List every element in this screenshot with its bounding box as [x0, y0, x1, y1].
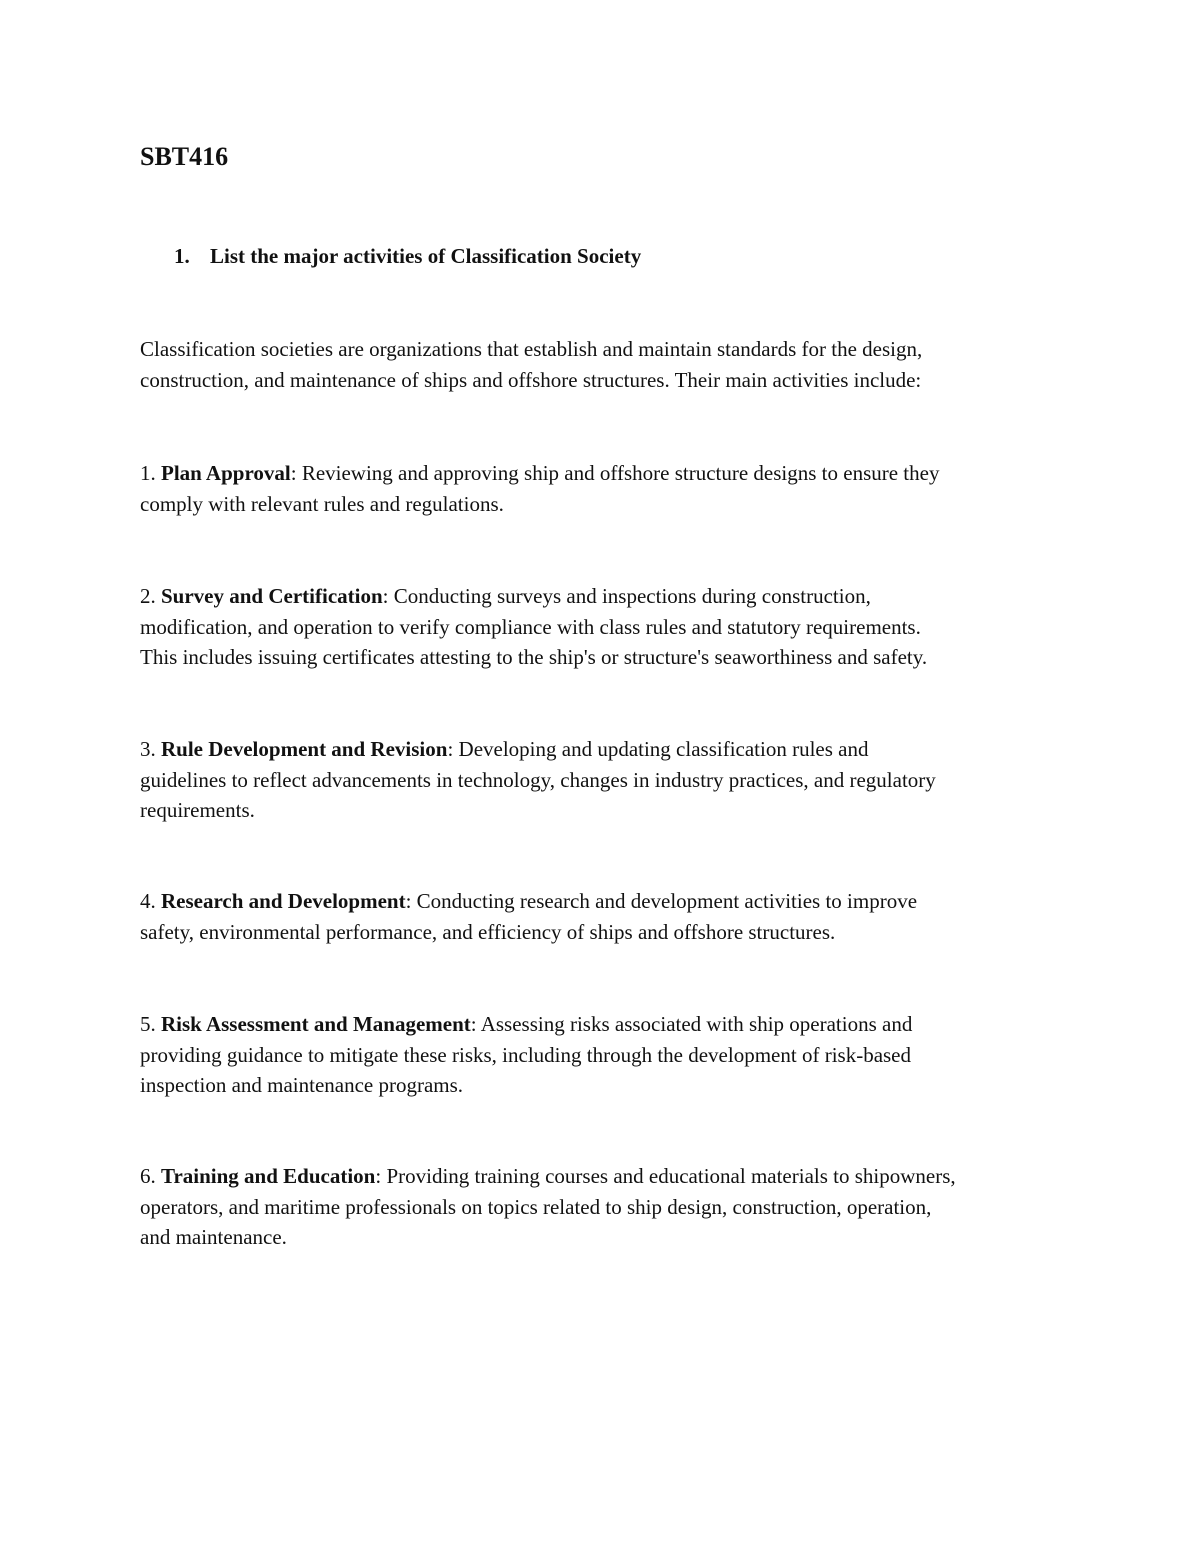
- activity-number: 2.: [140, 584, 156, 608]
- activity-description-line: providing guidance to mitigate these risks, including through the development of risk-based: [140, 1042, 912, 1067]
- activity-first-line: [140, 458, 1100, 489]
- intro-line: construction, and maintenance of ships and offshore structures. Their main activities include:: [140, 367, 922, 392]
- activity-description: : Providing training courses and educational materials to shipowners,: [375, 1164, 956, 1188]
- activity-description-line: comply with relevant rules and regulations.: [140, 491, 504, 516]
- question-heading: [174, 241, 641, 271]
- activity-first-line: [140, 886, 1100, 917]
- activity-number: 5.: [140, 1012, 156, 1036]
- intro-line: Classification societies are organizations that establish and maintain standards for the design,: [140, 337, 923, 361]
- activity-item-risk-assessment: [140, 1009, 1100, 1101]
- activity-title: Research and Development: [161, 889, 406, 913]
- activity-item-rule-development: [140, 734, 1100, 826]
- activity-first-line: [140, 734, 1100, 765]
- intro-paragraph: [140, 334, 1100, 395]
- activity-description: : Reviewing and approving ship and offshore structure designs to ensure they: [290, 461, 940, 485]
- activity-first-line: [140, 1161, 1100, 1192]
- activity-description: : Conducting surveys and inspections during construction,: [382, 584, 871, 608]
- activity-title: Risk Assessment and Management: [161, 1012, 471, 1036]
- activity-title: Rule Development and Revision: [161, 737, 448, 761]
- activity-description: : Assessing risks associated with ship operations and: [470, 1012, 913, 1036]
- activity-description-line: guidelines to reflect advancements in technology, changes in industry practices, and regulatory: [140, 767, 936, 792]
- activity-description-line: modification, and operation to verify compliance with class rules and statutory requirements.: [140, 614, 921, 639]
- activity-number: 6.: [140, 1164, 156, 1188]
- activity-item-research-development: [140, 886, 1100, 947]
- activity-description-line: operators, and maritime professionals on topics related to ship design, construction, operation,: [140, 1194, 932, 1219]
- activity-item-survey-certification: [140, 581, 1100, 673]
- activity-description: : Conducting research and development activities to improve: [405, 889, 918, 913]
- activity-item-training-education: [140, 1161, 1100, 1253]
- activity-description-line: inspection and maintenance programs.: [140, 1073, 464, 1097]
- activity-number: 1.: [140, 461, 156, 485]
- activity-description-line: requirements.: [140, 798, 255, 822]
- activity-description-line: This includes issuing certificates attesting to the ship's or structure's seaworthiness and safety.: [140, 645, 928, 669]
- question-text: List the major activities of Classification Society: [210, 244, 642, 268]
- question-number: 1.: [174, 244, 190, 268]
- activity-item-plan-approval: [140, 458, 1100, 519]
- activity-title: Training and Education: [161, 1164, 376, 1188]
- course-code-heading: SBT416: [140, 142, 229, 171]
- activity-description-line: and maintenance.: [140, 1225, 287, 1249]
- activity-number: 4.: [140, 889, 156, 913]
- activity-description: : Developing and updating classification rules and: [447, 737, 869, 761]
- activity-title: Survey and Certification: [161, 584, 383, 608]
- activity-first-line: [140, 1009, 1100, 1040]
- activity-description-line: safety, environmental performance, and efficiency of ships and offshore structures.: [140, 919, 836, 944]
- activity-first-line: [140, 581, 1100, 612]
- activity-number: 3.: [140, 737, 156, 761]
- activity-title: Plan Approval: [161, 461, 291, 485]
